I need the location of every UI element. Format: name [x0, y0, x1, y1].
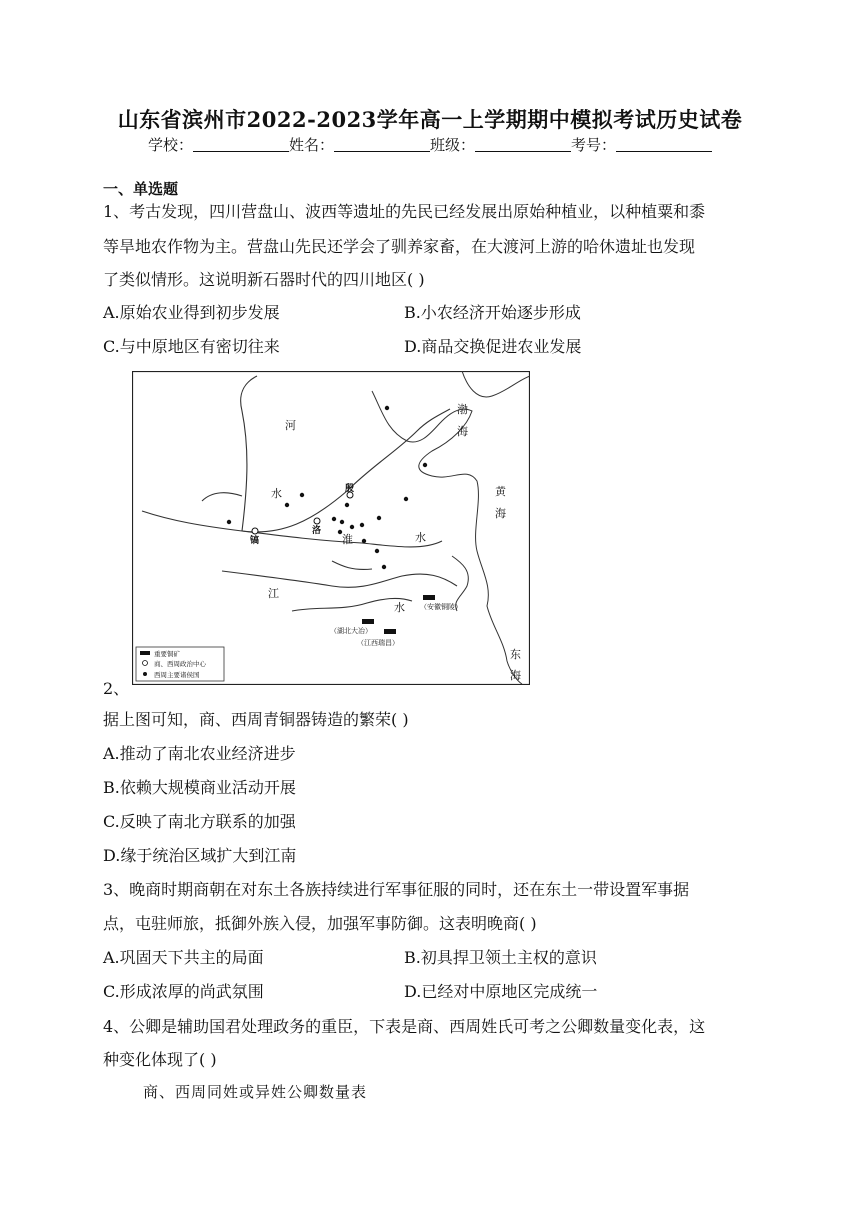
sea-label: 海	[510, 669, 521, 682]
q1-stem-line3: 了类似情形。这说明新石器时代的四川地区( )	[103, 270, 425, 289]
section-heading: 一、单选题	[103, 180, 179, 198]
state-legend-swatch	[143, 672, 147, 676]
river-label: 淮	[342, 533, 353, 546]
q3-option-d[interactable]: D.已经对中原地区完成统一	[404, 982, 598, 1001]
q2-option-a[interactable]: A.推动了南北农业经济进步	[103, 744, 296, 763]
class-label: 班级：	[430, 136, 476, 154]
q4-table-caption: 商、西周同姓或异姓公卿数量表	[143, 1083, 368, 1101]
q1-option-a[interactable]: A.原始农业得到初步发展	[103, 303, 280, 322]
river-label: 水	[394, 601, 405, 614]
capital-label: 镐	[250, 536, 260, 546]
river-label: 河	[285, 419, 296, 432]
exam-number-blank[interactable]	[616, 137, 712, 152]
legend-label: 重要铜矿	[154, 650, 180, 658]
q3-option-a[interactable]: A.巩固天下共主的局面	[103, 948, 264, 967]
q2-stem: 据上图可知，商、西周青铜器铸造的繁荣( )	[103, 710, 409, 729]
capital-label: 洛	[312, 526, 322, 536]
sea-label: 海	[495, 507, 506, 520]
sea-label: 海	[457, 425, 468, 438]
exam-title: 山东省滨州市2022-2023学年高一上学期期中模拟考试历史试卷	[117, 107, 743, 132]
q2-number: 2、	[103, 679, 130, 698]
q1-option-d[interactable]: D.商品交换促进农业发展	[404, 337, 582, 356]
map-legend	[136, 647, 224, 681]
mine-label: （江西瑞昌）	[357, 639, 399, 647]
legend-label: 商、西周政治中心	[154, 660, 206, 668]
mine-legend-swatch	[140, 651, 150, 655]
q3-option-c[interactable]: C.形成浓厚的尚武氛围	[103, 982, 264, 1001]
q2-option-c[interactable]: C.反映了南北方联系的加强	[103, 812, 296, 831]
school-blank[interactable]	[193, 137, 289, 152]
capital-legend-swatch	[143, 661, 148, 666]
school-label: 学校：	[147, 136, 193, 154]
student-info-line	[0, 134, 860, 155]
legend-label: 西周主要诸侯国	[154, 671, 200, 679]
bronze-map-figure	[132, 371, 530, 685]
q1-option-b[interactable]: B.小农经济开始逐步形成	[404, 303, 581, 322]
mine-label: （湖北大冶）	[330, 627, 372, 635]
capital-label: 殷	[345, 484, 355, 494]
q3-stem-line2: 点，屯驻师旅，抵御外族入侵，加强军事防御。这表明晚商( )	[103, 914, 537, 933]
mine-label: （安徽铜陵）	[420, 603, 462, 611]
q2-option-b[interactable]: B.依赖大规模商业活动开展	[103, 778, 296, 797]
q1-stem-line1: 1、考古发现，四川营盘山、波西等遗址的先民已经发展出原始种植业，以种植粟和黍	[103, 202, 706, 221]
class-blank[interactable]	[475, 137, 571, 152]
q4-stem-line1: 4、公卿是辅助国君处理政务的重臣，下表是商、西周姓氏可考之公卿数量变化表，这	[103, 1017, 706, 1036]
exam-number-label: 考号：	[571, 136, 617, 154]
river-label: 水	[415, 531, 426, 544]
q3-stem-line1: 3、晚商时期商朝在对东土各族持续进行军事征服的同时，还在东土一带设置军事据	[103, 880, 690, 899]
sea-label: 渤	[457, 403, 468, 416]
q2-option-d[interactable]: D.缘于统治区域扩大到江南	[103, 846, 297, 865]
q4-stem-line2: 种变化体现了( )	[103, 1050, 217, 1069]
q3-option-b[interactable]: B.初具捍卫领土主权的意识	[404, 948, 597, 967]
name-blank[interactable]	[334, 137, 430, 152]
name-label: 姓名：	[288, 136, 334, 154]
river-label: 水	[271, 487, 282, 500]
sea-label: 东	[510, 648, 521, 661]
sea-label: 黄	[495, 485, 506, 498]
q1-stem-line2: 等旱地农作物为主。营盘山先民还学会了驯养家畜，在大渡河上游的哈休遗址也发现	[103, 237, 696, 256]
q1-option-c[interactable]: C.与中原地区有密切往来	[103, 337, 280, 356]
river-label: 江	[268, 587, 279, 600]
